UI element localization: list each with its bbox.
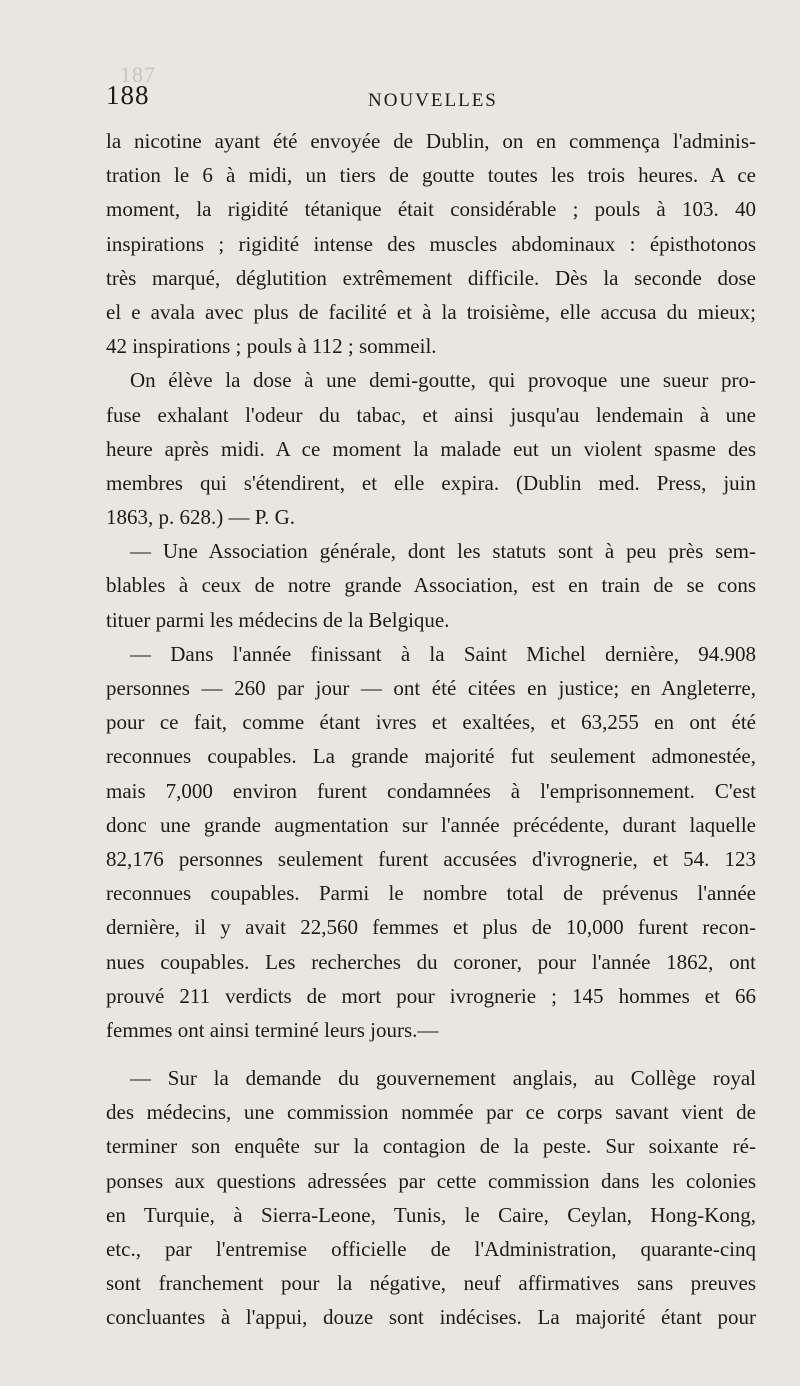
text-line: nues coupables. Les recherches du coroner, pour l'année 1862, ont [106,949,756,974]
text-line: moment, la rigidité tétanique était considérable ; pouls à 103. 40 [106,197,756,222]
text-line: tration le 6 à midi, un tiers de goutte toutes les trois heures. A ce [106,163,756,188]
text-line: reconnues coupables. Parmi le nombre total de prévenus l'année [106,881,756,906]
text-line: heure après midi. A ce moment la malade eut un violent spasme des [106,436,756,461]
text-line: On élève la dose à une demi-goutte, qui provoque une sueur pro- [130,368,756,393]
text-line: etc., par l'entremise officielle de l'Administration, quarante-cinq [106,1237,756,1261]
text-line: sont franchement pour la négative, neuf affirmatives sans preuves [106,1271,756,1296]
text-line: — Sur la demande du gouvernement anglais, au Collège royal [130,1066,756,1091]
text-line: 1863, p. 628.) — P. G. [106,505,296,530]
text-line: fuse exhalant l'odeur du tabac, et ainsi jusqu'au lendemain à une [106,402,756,427]
text-line: el e avala avec plus de facilité et à la troisième, elle accusa du mieux; [106,299,756,324]
text-line: ponses aux questions adressées par cette commission dans les colonies [106,1168,756,1193]
text-line: prouvé 211 verdicts de mort pour ivrognerie ; 145 hommes et 66 [106,983,756,1008]
text-line: membres qui s'étendirent, et elle expira. (Dublin med. Press, juin [106,470,756,495]
article-text [106,124,756,1335]
text-line: — Dans l'année finissant à la Saint Michel dernière, 94.908 [130,641,756,666]
text-line: reconnues coupables. La grande majorité fut seulement admonestée, [106,744,756,769]
text-line: mais 7,000 environ furent condamnées à l'emprisonnement. C'est [106,778,756,803]
text-line: terminer son enquête sur la contagion de la peste. Sur soixante ré- [106,1134,756,1159]
text-line: en Turquie, à Sierra-Leone, Tunis, le Caire, Ceylan, Hong-Kong, [106,1202,756,1227]
paragraph-gap [106,1047,756,1061]
text-line: blables à ceux de notre grande Association, est en train de se cons [106,573,756,598]
text-line: dernière, il y avait 22,560 femmes et plus de 10,000 furent recon- [106,915,756,940]
text-line: personnes — 260 par jour — ont été citées en justice; en Angleterre, [106,676,756,700]
text-line: la nicotine ayant été envoyée de Dublin, on en commença l'adminis- [106,129,756,153]
bleed-through-page-number: 187 [120,62,156,87]
text-line: concluantes à l'appui, douze sont indécises. La majorité étant pour [106,1305,756,1330]
text-line: pour ce fait, comme étant ivres et exaltées, et 63,255 en ont été [106,710,756,735]
text-line: très marqué, déglutition extrêmement difficile. Dès la seconde dose [106,265,756,290]
text-line: femmes ont ainsi terminé leurs jours.— [106,1017,439,1042]
text-line: — Une Association générale, dont les statuts sont à peu près sem- [130,539,756,564]
text-line: des médecins, une commission nommée par ce corps savant vient de [106,1100,756,1125]
running-title: NOUVELLES [368,90,498,111]
text-line: 82,176 personnes seulement furent accusées d'ivrognerie, et 54. 123 [106,846,756,871]
text-line: inspirations ; rigidité intense des muscles abdominaux : épisthotonos [106,231,756,256]
page-number: 188 [106,80,150,110]
text-line: 42 inspirations ; pouls à 112 ; sommeil. [106,334,437,359]
text-line: tituer parmi les médecins de la Belgique. [106,607,450,632]
text-line: donc une grande augmentation sur l'année précédente, durant laquelle [106,812,756,837]
